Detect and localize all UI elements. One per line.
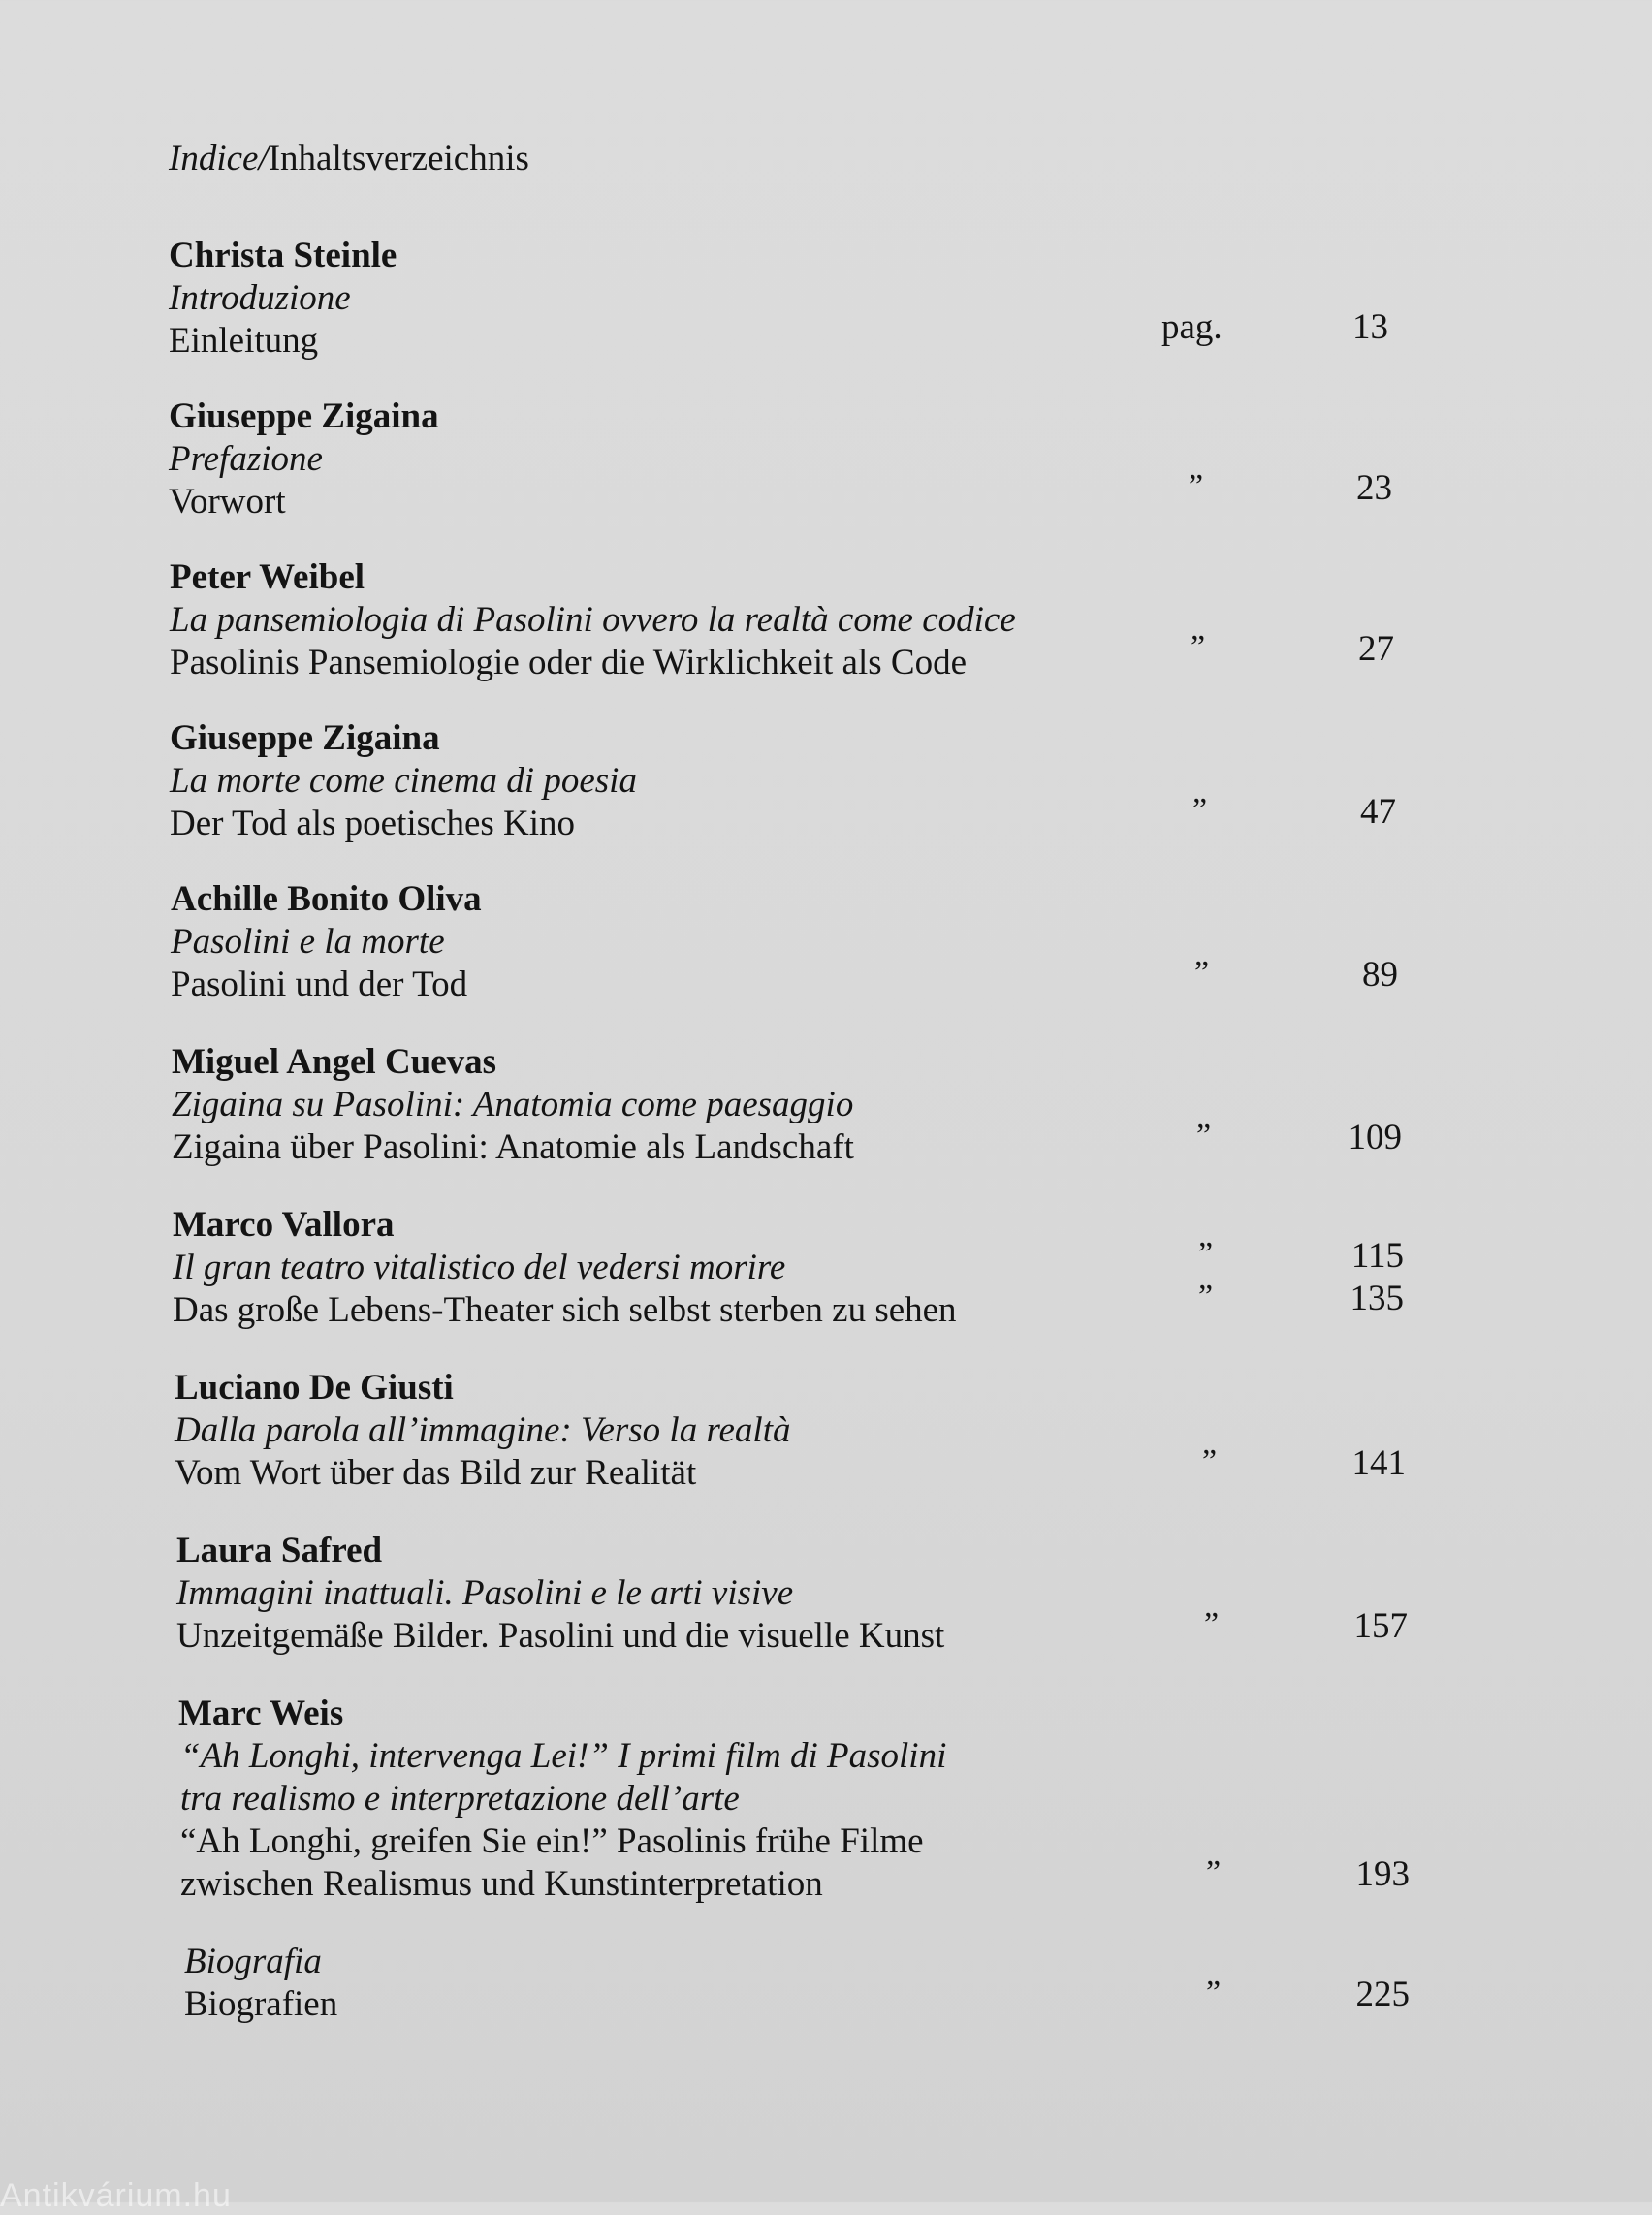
entry-author: Miguel Angel Cuevas	[172, 1042, 497, 1082]
entry-title-italian: Pasolini e la morte	[171, 922, 445, 962]
ditto-mark: ”	[1204, 1606, 1220, 1642]
page-title-italic: Indice/	[169, 139, 269, 178]
entry-title-italian: Biografia	[184, 1942, 322, 1981]
entry-author: Achille Bonito Oliva	[171, 879, 482, 919]
page-number: 47	[1360, 792, 1396, 832]
toc-entry	[0, 1041, 1652, 1187]
entry-title-italian: Prefazione	[169, 439, 323, 479]
watermark: Antikvárium.hu	[0, 2177, 232, 2214]
entry-title-german: Der Tod als poetisches Kino	[170, 804, 576, 843]
page-number: 135	[1350, 1279, 1404, 1318]
entry-author: Christa Steinle	[169, 236, 397, 275]
toc-entry	[0, 1204, 1652, 1349]
ditto-mark: ”	[1198, 1279, 1214, 1314]
entry-title-german: Pasolini und der Tod	[171, 965, 468, 1004]
entry-author: Giuseppe Zigaina	[169, 396, 439, 436]
ditto-mark: ”	[1202, 1443, 1218, 1479]
page-title-regular: Inhaltsverzeichnis	[268, 139, 529, 178]
toc-entry	[0, 717, 1652, 863]
entry-title-italian: Zigaina su Pasolini: Anatomia come paesaggio	[172, 1085, 854, 1124]
entry-title-italian: Introduzione	[169, 278, 351, 318]
page-number: 27	[1358, 629, 1394, 669]
toc-entry	[0, 235, 1652, 380]
page-number: 13	[1352, 307, 1388, 347]
ditto-mark: ”	[1191, 629, 1206, 665]
entry-title-german: Biografien	[184, 1984, 338, 2024]
entry-title-italian: Dalla parola all’immagine: Verso la realtà	[175, 1410, 791, 1450]
ditto-mark: ”	[1206, 1975, 1222, 2010]
ditto-mark: ”	[1192, 792, 1208, 828]
toc-entry	[0, 396, 1652, 541]
entry-author: Laura Safred	[176, 1531, 383, 1570]
page-number: 23	[1356, 468, 1392, 508]
ditto-mark: ”	[1196, 1118, 1212, 1154]
entry-author: Peter Weibel	[170, 557, 365, 597]
entry-title-german: Das große Lebens-Theater sich selbst sterben zu sehen	[173, 1290, 957, 1330]
entry-author: Luciano De Giusti	[175, 1368, 454, 1408]
page-label: pag.	[1161, 307, 1223, 347]
entry-title-german: “Ah Longhi, greifen Sie ein!” Pasolinis frühe Filme	[180, 1821, 924, 1861]
page-number: 89	[1362, 955, 1398, 995]
toc-entry	[0, 556, 1652, 702]
page-number: 115	[1350, 1236, 1404, 1276]
entry-title-german: Vorwort	[169, 482, 286, 522]
entry-title-italian: La pansemiologia di Pasolini ovvero la realtà come codice	[170, 600, 1016, 640]
entry-title-italian: Immagini inattuali. Pasolini e le arti visive	[176, 1573, 794, 1613]
entry-author: Marco Vallora	[173, 1205, 395, 1245]
entry-title-german: zwischen Realismus und Kunstinterpretation	[180, 1864, 823, 1904]
toc-entry	[0, 1530, 1652, 1675]
ditto-mark: ”	[1194, 955, 1210, 991]
ditto-mark: ”	[1206, 1854, 1222, 1890]
page-number: 225	[1355, 1975, 1410, 2014]
page-number: 109	[1348, 1118, 1402, 1157]
page-number: 141	[1351, 1443, 1406, 1483]
entry-title-german: Einleitung	[169, 321, 319, 361]
page-title	[169, 138, 529, 180]
entry-title-italian: Il gran teatro vitalistico del vedersi morire	[173, 1248, 786, 1287]
ditto-mark: ”	[1198, 1236, 1214, 1272]
entry-title-german: Vom Wort über das Bild zur Realität	[175, 1453, 697, 1493]
entry-title-italian: “Ah Longhi, intervenga Lei!” I primi film di Pasolini	[180, 1736, 947, 1776]
toc-entry	[0, 1941, 1652, 2038]
entry-author: Marc Weis	[178, 1693, 344, 1733]
toc-entry	[0, 878, 1652, 1024]
toc-entry	[0, 1693, 1652, 1915]
entry-title-italian: La morte come cinema di poesia	[170, 761, 637, 801]
page-number: 193	[1355, 1854, 1410, 1894]
entry-title-german: Unzeitgemäße Bilder. Pasolini und die visuelle Kunst	[176, 1616, 945, 1656]
entry-title-german: Pasolinis Pansemiologie oder die Wirklichkeit als Code	[170, 643, 967, 682]
entry-title-german: Zigaina über Pasolini: Anatomie als Landschaft	[172, 1127, 854, 1167]
toc-entry	[0, 1367, 1652, 1512]
page-number: 157	[1353, 1606, 1408, 1646]
entry-title-italian: tra realismo e interpretazione dell’arte	[180, 1779, 740, 1819]
entry-author: Giuseppe Zigaina	[170, 718, 440, 758]
ditto-mark: ”	[1189, 468, 1204, 504]
